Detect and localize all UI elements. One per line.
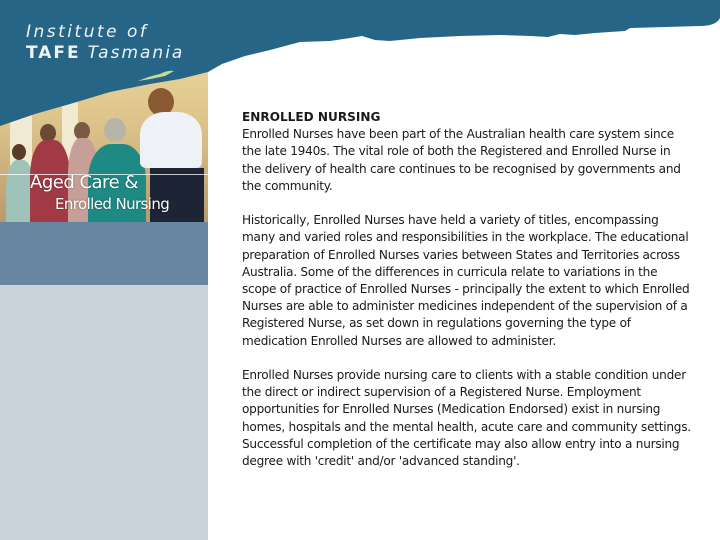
brand-tafe: TAFE — [26, 43, 81, 63]
sidebar-band — [0, 222, 208, 285]
brand-logo — [26, 22, 184, 64]
paragraph-history: Enrolled Nurses have been part of the Australian health care system since the late 1940s. The vital role of both the Registered and Enrolled Nurse in the delivery of health care continues to be recognised by governments and the community. — [242, 127, 681, 193]
photo-figure-head — [12, 144, 26, 160]
brand-line-2 — [26, 42, 184, 64]
brand-line-1: Institute of — [26, 22, 149, 42]
main-content — [242, 109, 692, 487]
brand-tasmania: Tasmania — [87, 43, 185, 63]
paragraph-employment: Enrolled Nurses provide nursing care to clients with a stable condition under the direct or indirect supervision of a Registered Nurse. Employment opportunities for Enrolled Nurses (Medication Endorsed) exist in nursing homes, hospitals and the mental health, acute care and community settings. Successful completion of the certificate may also allow entry into a nursing degree with 'credit' and/or 'advanced standing'. — [242, 368, 691, 469]
paragraph-titles-roles: Historically, Enrolled Nurses have held a variety of titles, encompassing many and varied roles and responsibilities in the workplace. The educational preparation of Enrolled Nurses varies between States and Territories across Australia. Some of the differences in curricula relate to variations in the scope of practice of Enrolled Nurses - principally the extent to which Enrolled Nurses are able to administer medicines independent of the supervision of a Registered Nurse, as set down in regulations governing the type of medication Enrolled Nurses are allowed to administer. — [242, 213, 690, 348]
section-heading: ENROLLED NURSING — [242, 110, 381, 124]
photo-subtitle: Enrolled Nursing — [55, 195, 170, 213]
photo-title: Aged Care & — [30, 172, 138, 193]
